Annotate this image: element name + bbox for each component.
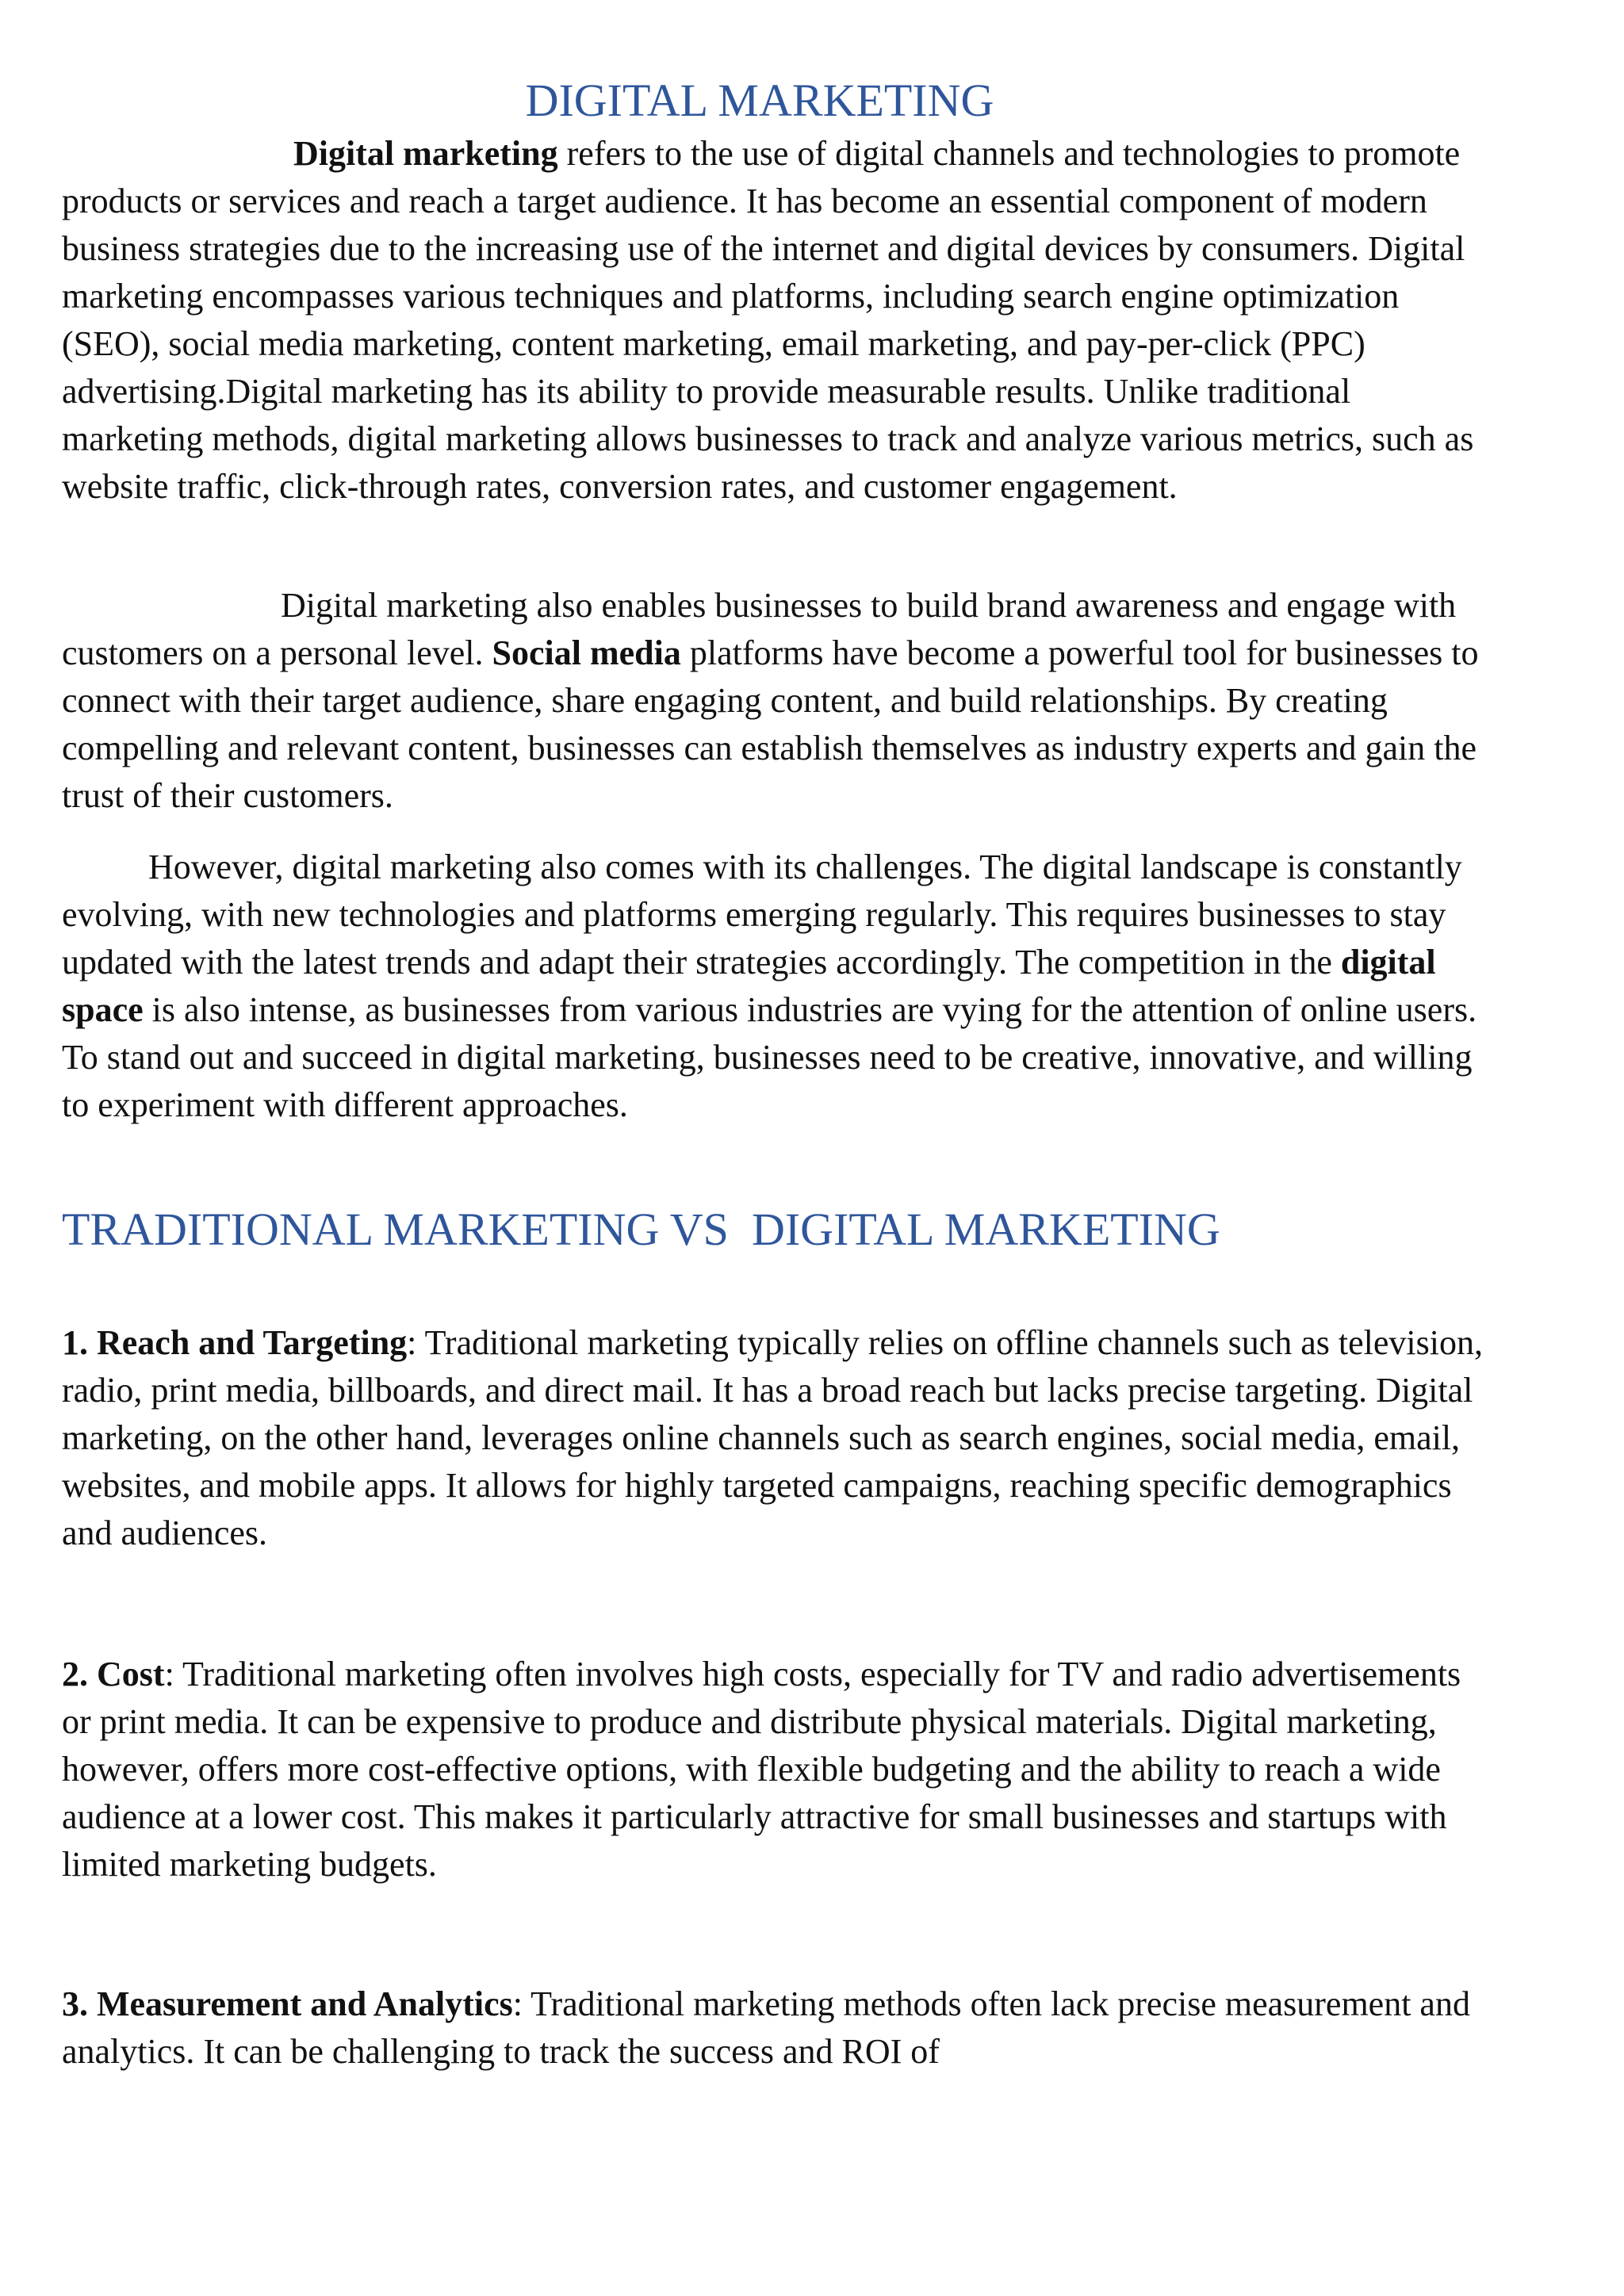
para2-text-before: Digital marketing also enables businesses to build brand awareness and engage with customers on a personal level. [62,586,1457,672]
para3-text-before: However, digital marketing also comes with its challenges. The digital landscape is constantly evolving, with new technologies and platforms emerging regularly. This requires businesses to stay updated with the latest trends and adapt their strategies accordingly. The competition in the [62,848,1462,982]
intro-text: refers to the use of digital channels and technologies to promote products or services and reach a target audience. It has become an essential component of modern business strategies due to the increasing use of the internet and digital devices by consumers. Digital marketing encompasses various techniques and platforms, including search engine optimization (SEO), social media marketing, content marketing, email marketing, and pay-per-click (PPC) advertising.Digital marketing has its ability to provide measurable results. Unlike traditional marketing methods, digital marketing allows businesses to track and analyze various metrics, such as website traffic, click-through rates, conversion rates, and customer engagement. [62,134,1474,506]
list-item-text: : Traditional marketing often involves high costs, especially for TV and radio advertisements or print media. It can be expensive to produce and distribute physical materials. Digital marketing, however, offers more cost-effective options, with flexible budgeting and the ability to reach a wide audience at a lower cost. This makes it particularly attractive for small businesses and startups with limited marketing budgets. [62,1655,1461,1884]
paragraph-brand-awareness [62,582,1489,820]
list-item [62,1651,1489,1888]
para2-text-after: platforms have become a powerful tool for businesses to connect with their target audience, share engaging content, and build relationships. By creating compelling and relevant content, businesses can establish themselves as industry experts and gain the trust of their customers. [62,633,1479,815]
intro-bold-term: Digital marketing [293,134,558,173]
list-item [62,1319,1489,1557]
para3-bold-term: digital space [62,943,1436,1029]
list-item-text: : Traditional marketing methods often lack precise measurement and analytics. It can be challenging to track the success and ROI of [62,1984,1470,2071]
list-item-text: : Traditional marketing typically relies on offline channels such as television, radio, print media, billboards, and direct mail. It has a broad reach but lacks precise targeting. Digital marketing, on the other hand, leverages online channels such as search engines, social media, email, websites, and mobile apps. It allows for highly targeted campaigns, reaching specific demographics and audiences. [62,1323,1483,1552]
intro-paragraph [62,130,1489,511]
paragraph-challenges [62,844,1489,1129]
section-heading: TRADITIONAL MARKETING VS DIGITAL MARKETING [62,1203,1220,1255]
para3-text-after: is also intense, as businesses from various industries are vying for the attention of online users. To stand out and succeed in digital marketing, businesses need to be creative, innovative, and willing to experiment with different approaches. [62,990,1477,1124]
para2-bold-term: Social media [492,633,681,672]
list-item-label: 2. Cost [62,1655,165,1693]
page-title: DIGITAL MARKETING [525,75,994,126]
list-item-label: 1. Reach and Targeting [62,1323,408,1362]
list-item [62,1980,1489,2076]
list-item-label: 3. Measurement and Analytics [62,1984,513,2023]
